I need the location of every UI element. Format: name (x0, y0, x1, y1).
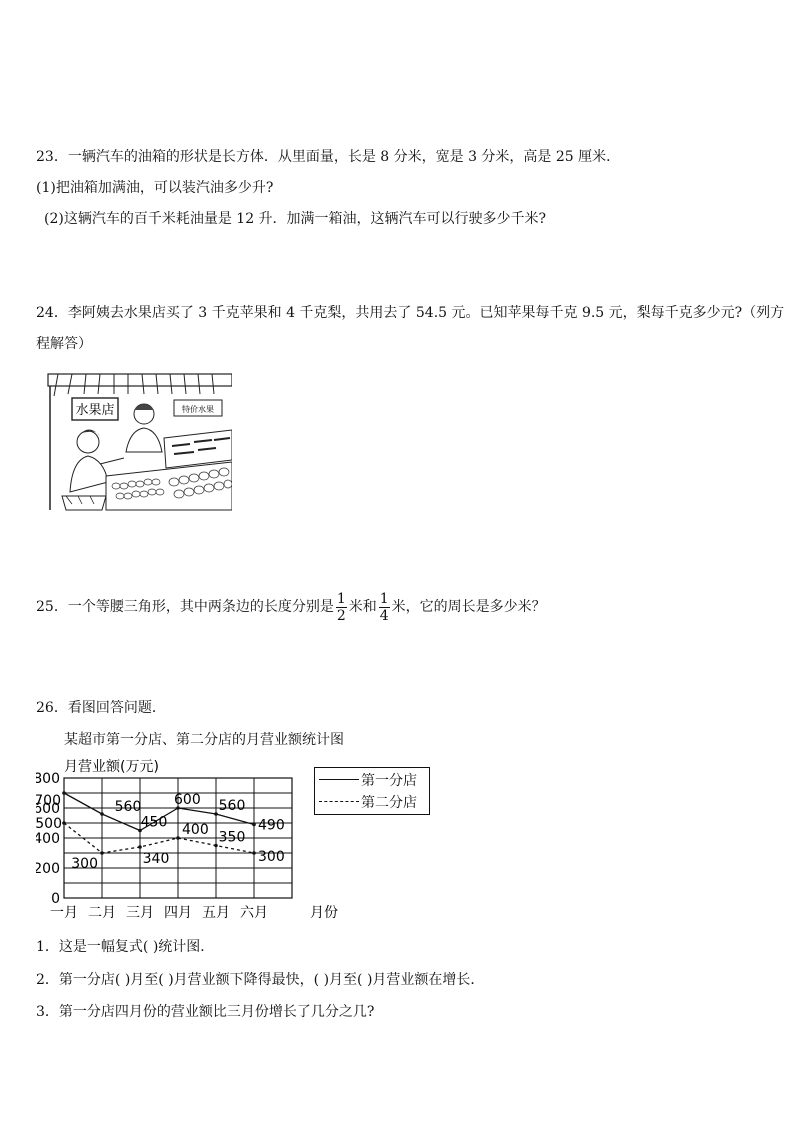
x-tick-label: 六月 (240, 905, 268, 921)
data-label-series-1: 700 (36, 793, 61, 809)
legend-swatch-solid (319, 779, 359, 780)
data-label-series-1: 560 (114, 799, 142, 815)
q26-sub3: 3．第一分店四月份的营业额比三月份增长了几分之几? (36, 1004, 375, 1020)
fruit-shop-illustration (44, 372, 232, 512)
data-point-series-1 (214, 812, 218, 816)
legend-swatch-dashed (319, 801, 359, 802)
data-label-series-2: 350 (218, 829, 246, 846)
fraction-one-half (336, 591, 347, 624)
data-point-series-1 (62, 791, 66, 795)
q26-sub2: 2．第一分店( )月至( )月营业额下降得最快，( )月至( )月营业额在增长． (36, 972, 485, 988)
data-point-series-2 (214, 844, 218, 848)
y-tick-label: 0 (51, 891, 60, 907)
q25-prefix: 25．一个等腰三角形，其中两条边的长度分别是 (36, 599, 334, 615)
y-tick-label: 600 (36, 801, 60, 817)
shop-sign-text: 水果店 (75, 403, 115, 418)
q26-heading: 26．看图回答问题． (36, 700, 166, 716)
x-tick-label: 三月 (126, 905, 154, 921)
data-label-series-2: 400 (182, 822, 209, 838)
legend-label-series-2: 第二分店 (361, 795, 417, 811)
frac2-numerator: 1 (379, 590, 389, 607)
data-point-series-2 (176, 836, 180, 840)
legend-item-series-1 (315, 770, 429, 790)
data-point-series-2 (138, 845, 142, 849)
legend-label-series-1: 第一分店 (361, 773, 417, 789)
data-point-series-2 (62, 821, 66, 825)
y-axis-label: 月营业额(万元) (64, 759, 159, 775)
q25-suffix: 米，它的周长是多少米？ (391, 599, 546, 615)
data-point-series-2 (252, 851, 256, 855)
data-label-series-2: 300 (71, 856, 98, 872)
data-label-series-1: 490 (258, 817, 285, 834)
q25-mid: 米和 (348, 599, 377, 615)
frac2-denominator: 4 (379, 607, 389, 624)
x-tick-label: 一月 (50, 905, 78, 921)
q24-line2: 程解答） (36, 336, 92, 352)
side-sign-text: 特价水果 (182, 405, 214, 414)
q26-sub1: 1．这是一幅复式( )统计图． (36, 939, 215, 955)
fraction-one-quarter (379, 591, 390, 624)
q24-line1: 24．李阿姨去水果店买了 3 千克苹果和 4 千克梨，共用去了 54.5 元。已知苹果每千克 9.5 元，梨每千克多少元?（列方 (36, 305, 785, 321)
q23-line3: (2)这辆汽车的百千米耗油量是 12 升．加满一箱油，这辆汽车可以行驶多少千米? (44, 211, 547, 227)
q23-line1: 23．一辆汽车的油箱的形状是长方体．从里面量，长是 8 分米，宽是 3 分米，高是 25 厘米． (36, 149, 621, 165)
frac1-numerator: 1 (336, 590, 346, 607)
chart-title: 某超市第一分店、第二分店的月营业额统计图 (64, 732, 344, 748)
data-point-series-1 (100, 812, 104, 816)
data-point-series-2 (100, 851, 104, 855)
x-tick-label: 四月 (164, 905, 192, 921)
x-tick-label: 五月 (202, 905, 230, 921)
y-tick-label: 400 (36, 831, 60, 847)
chart-legend (314, 767, 430, 815)
q25-line (36, 590, 546, 624)
x-tick-label: 二月 (88, 905, 116, 921)
data-label-series-1: 450 (140, 814, 168, 831)
x-axis-label: 月份 (310, 905, 338, 921)
data-label-series-1: 560 (218, 798, 246, 814)
frac1-denominator: 2 (336, 607, 346, 624)
q23-line2: (1)把油箱加满油，可以装汽油多少升? (36, 180, 274, 196)
data-label-series-2: 300 (258, 849, 285, 865)
data-label-series-2: 340 (142, 851, 170, 867)
data-point-series-1 (252, 823, 256, 827)
y-tick-label: 800 (36, 771, 60, 787)
y-tick-label: 200 (36, 861, 60, 877)
data-label-series-2: 500 (36, 816, 62, 832)
legend-item-series-2 (315, 792, 429, 812)
data-label-series-1: 600 (174, 792, 201, 808)
